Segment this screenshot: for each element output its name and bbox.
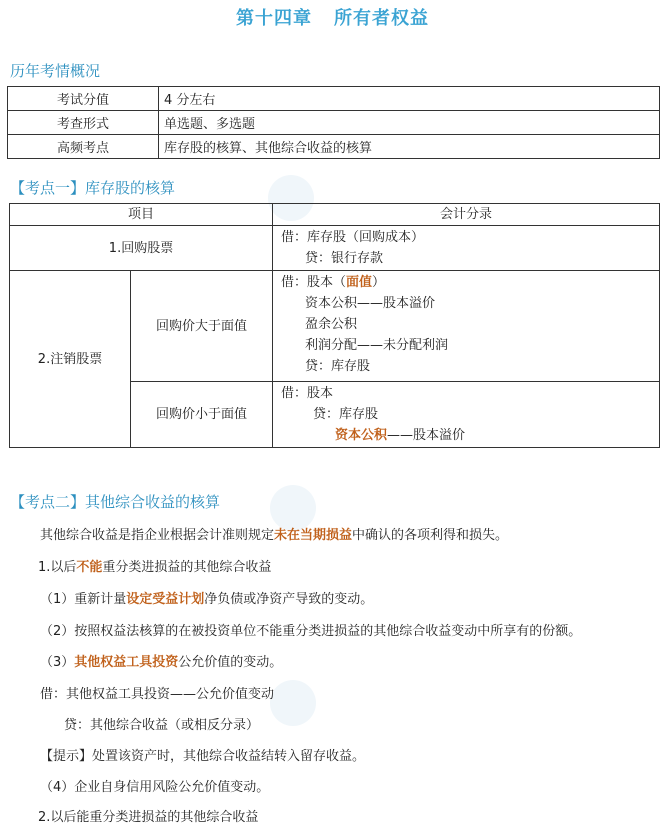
entry-line: 利润分配——未分配利润 [305, 338, 449, 353]
entry-rest: ——股本溢价 [387, 428, 466, 443]
text: 公允价值的变动。 [178, 655, 283, 670]
journal-debit: 借：其他权益工具投资——公允价值变动 [40, 687, 275, 702]
repurchase-entry [273, 226, 660, 271]
cancel-label: 2.注销股票 [10, 271, 131, 448]
point1-heading: 【考点一】库存股的核算 [10, 179, 176, 197]
table-row [8, 111, 660, 135]
repurchase-label: 1.回购股票 [10, 226, 273, 271]
capital-reserve-emphasis: 资本公积 [335, 428, 388, 443]
text: 中确认的各项利得和损失。 [352, 528, 509, 543]
sub-item-4: （4）企业自身信用风险公允价值变动。 [40, 780, 270, 795]
overview-value: 库存股的核算、其他综合收益的核算 [159, 135, 660, 159]
text: 其他综合收益是指企业根据会计准则规定 [40, 528, 275, 543]
overview-label: 考查形式 [8, 111, 159, 135]
overview-label: 考试分值 [8, 87, 159, 111]
emphasis: 未在当期损益 [274, 528, 353, 543]
chapter-title [0, 4, 665, 30]
treasury-stock-table [9, 203, 660, 448]
entry-line [281, 425, 659, 446]
below-par-label: 回购价小于面值 [131, 382, 273, 448]
entry-line: 资本公积——股本溢价 [305, 296, 436, 311]
table-row [10, 271, 660, 382]
overview-heading: 历年考情概况 [10, 62, 101, 80]
text: 1.以后 [38, 560, 77, 575]
entry-line: 贷：库存股 [305, 359, 371, 374]
emphasis: 不能 [76, 560, 103, 575]
debit-suffix: ） [372, 275, 386, 290]
text: （3） [40, 655, 75, 670]
emphasis: 设定受益计划 [126, 592, 205, 607]
text: 净负债或净资产导致的变动。 [204, 592, 374, 607]
below-par-entry [273, 382, 660, 448]
entry-line: 盈余公积 [305, 317, 358, 332]
table-header-row [10, 204, 660, 226]
entry-line [281, 272, 659, 293]
above-par-label: 回购价大于面值 [131, 271, 273, 382]
table-row [8, 135, 660, 159]
col-header-entry: 会计分录 [273, 204, 660, 226]
sub-item-1 [40, 588, 373, 607]
overview-value: 单选题、多选题 [159, 111, 660, 135]
above-par-entry [273, 271, 660, 382]
item1-heading [38, 556, 271, 575]
entry-line: 贷：银行存款 [305, 251, 384, 266]
debit-prefix: 借：股本（ [281, 275, 347, 290]
chapter-number: 第十四章 [236, 8, 312, 29]
col-header-item: 项目 [10, 204, 273, 226]
entry-line: 借：库存股（回购成本） [281, 230, 425, 245]
item2-heading: 2.以后能重分类进损益的其他综合收益 [38, 810, 259, 825]
chapter-name: 所有者权益 [334, 8, 429, 29]
overview-value: 4 分左右 [159, 87, 660, 111]
entry-line: 借：股本 [281, 386, 334, 401]
text: （1）重新计量 [40, 592, 127, 607]
emphasis: 其他权益工具投资 [74, 655, 179, 670]
oci-definition [40, 524, 508, 543]
point2-heading: 【考点二】其他综合收益的核算 [10, 493, 221, 511]
table-row [8, 87, 660, 111]
table-row [10, 226, 660, 271]
overview-label: 高频考点 [8, 135, 159, 159]
par-value-emphasis: 面值 [346, 275, 373, 290]
text: 重分类进损益的其他综合收益 [102, 560, 272, 575]
entry-line: 贷：库存股 [313, 407, 379, 422]
watermark-logo [270, 680, 316, 726]
journal-credit: 贷：其他综合收益（或相反分录） [64, 718, 260, 733]
sub-item-2: （2）按照权益法核算的在被投资单位不能重分类进损益的其他综合收益变动中所享有的份额。 [40, 624, 582, 639]
sub-item-3 [40, 651, 282, 670]
tip-note: 【提示】处置该资产时，其他综合收益结转入留存收益。 [40, 749, 366, 764]
overview-table [7, 86, 660, 159]
